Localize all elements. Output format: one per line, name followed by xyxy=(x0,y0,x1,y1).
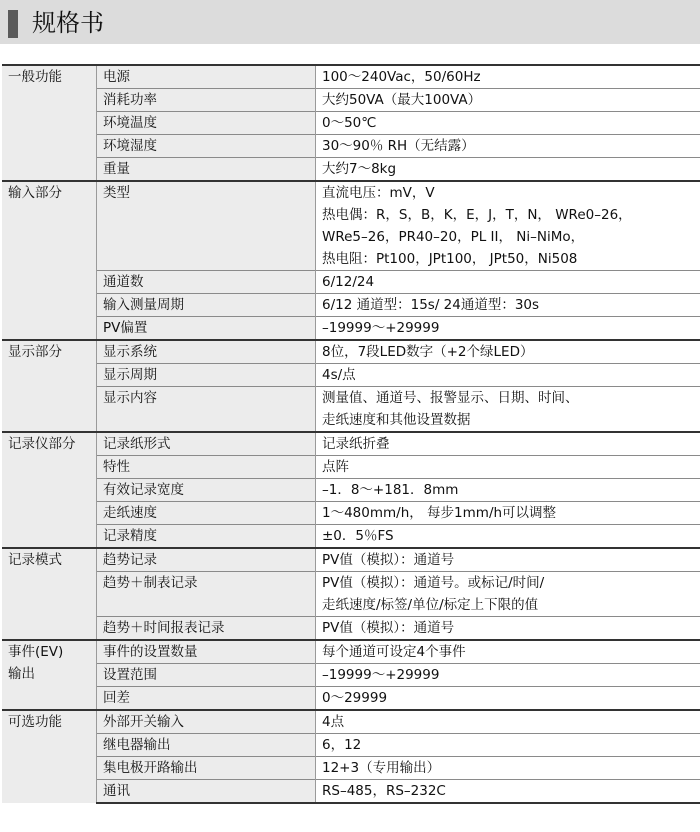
item-label: 记录纸形式 xyxy=(97,432,316,456)
value-cell xyxy=(316,135,700,158)
category-cell xyxy=(2,65,97,181)
spec-row xyxy=(2,548,700,572)
value-text: 大约7～8kg xyxy=(322,161,397,177)
category-cell xyxy=(2,181,97,340)
spec-row xyxy=(2,572,700,617)
spec-row xyxy=(2,181,700,271)
value-text: 6，12 xyxy=(322,737,362,753)
category-label: 记录仪部分 xyxy=(8,436,76,452)
title-accent-bar xyxy=(8,10,18,38)
value-cell xyxy=(316,89,700,112)
item-label: 走纸速度 xyxy=(97,502,316,525)
value-text: RS–485，RS–232C xyxy=(322,783,446,799)
value-cell xyxy=(316,112,700,135)
value-text: 6/12 通道型：15s/ 24通道型：30s xyxy=(322,297,540,313)
spec-row xyxy=(2,525,700,549)
value-cell xyxy=(316,780,700,804)
spec-row xyxy=(2,271,700,294)
category-label: 记录模式 xyxy=(8,552,62,568)
spec-row xyxy=(2,364,700,387)
spec-row xyxy=(2,687,700,711)
category-cell xyxy=(2,640,97,710)
value-cell xyxy=(316,640,700,664)
item-label: 类型 xyxy=(97,181,316,271)
value-text: 12+3（专用输出） xyxy=(322,760,441,776)
value-text: 0～29999 xyxy=(322,690,388,706)
item-label: 趋势记录 xyxy=(97,548,316,572)
item-label: 设置范围 xyxy=(97,664,316,687)
category-label: 事件(EV) xyxy=(8,644,64,660)
value-cell xyxy=(316,456,700,479)
spec-row xyxy=(2,112,700,135)
item-label: 显示系统 xyxy=(97,340,316,364)
category-label: 显示部分 xyxy=(8,344,62,360)
value-text: PV值（模拟）：通道号 xyxy=(322,620,455,636)
value-cell xyxy=(316,687,700,711)
spec-row xyxy=(2,317,700,341)
value-cell xyxy=(316,502,700,525)
item-label: 外部开关输入 xyxy=(97,710,316,734)
value-cell xyxy=(316,757,700,780)
spec-row xyxy=(2,340,700,364)
value-cell xyxy=(316,525,700,549)
item-label: 输入测量周期 xyxy=(97,294,316,317)
category-cell xyxy=(2,340,97,432)
value-cell xyxy=(316,548,700,572)
item-label: 事件的设置数量 xyxy=(97,640,316,664)
spec-row xyxy=(2,387,700,433)
category-cell xyxy=(2,432,97,548)
value-cell xyxy=(316,317,700,341)
item-label: 重量 xyxy=(97,158,316,182)
spec-row xyxy=(2,734,700,757)
value-text: –19999～+29999 xyxy=(322,320,440,336)
value-text: PV值（模拟）：通道号 xyxy=(322,552,455,568)
spec-row xyxy=(2,502,700,525)
category-label: 输出 xyxy=(8,666,35,682)
item-label: 回差 xyxy=(97,687,316,711)
item-label: 继电器输出 xyxy=(97,734,316,757)
page-title: 规格书 xyxy=(32,9,104,37)
value-cell xyxy=(316,364,700,387)
item-label: 环境温度 xyxy=(97,112,316,135)
spec-row xyxy=(2,479,700,502)
spec-row xyxy=(2,710,700,734)
value-text: 走纸速度和其他设置数据 xyxy=(322,412,471,428)
spec-row xyxy=(2,432,700,456)
value-text: ±0．5％FS xyxy=(322,528,394,544)
category-label: 一般功能 xyxy=(8,69,62,85)
value-text: 0～50℃ xyxy=(322,115,377,131)
value-text: 点阵 xyxy=(322,459,349,475)
spec-row xyxy=(2,664,700,687)
value-text: 大约50VA（最大100VA） xyxy=(322,92,482,108)
spec-row xyxy=(2,780,700,804)
item-label: 趋势＋时间报表记录 xyxy=(97,617,316,641)
value-text: 100～240Vac，50/60Hz xyxy=(322,69,481,85)
value-cell xyxy=(316,432,700,456)
value-text: –1．8～+181．8mm xyxy=(322,482,459,498)
value-text: 直流电压：mV，V xyxy=(322,185,435,201)
category-label: 输入部分 xyxy=(8,185,62,201)
spec-row xyxy=(2,617,700,641)
value-cell xyxy=(316,294,700,317)
value-text: 4s/点 xyxy=(322,367,356,383)
value-cell xyxy=(316,65,700,89)
value-text: 每个通道可设定4个事件 xyxy=(322,644,466,660)
value-cell xyxy=(316,271,700,294)
value-text: 热电阻：Pt100，JPt100， JPt50，Ni508 xyxy=(322,251,578,267)
item-label: 通道数 xyxy=(97,271,316,294)
value-text: 8位，7段LED数字（+2个绿LED） xyxy=(322,344,534,360)
item-label: 记录精度 xyxy=(97,525,316,549)
value-text: 热电偶：R，S，B，K，E，J，T，N， WRe0–26， xyxy=(322,207,632,223)
spec-row xyxy=(2,89,700,112)
value-cell xyxy=(316,617,700,641)
value-cell xyxy=(316,710,700,734)
value-cell xyxy=(316,572,700,617)
spec-table xyxy=(2,64,700,804)
category-cell xyxy=(2,548,97,640)
value-text: 走纸速度/标签/单位/标定上下限的值 xyxy=(322,597,539,613)
value-text: PV值（模拟）：通道号。或标记/时间/ xyxy=(322,575,545,591)
item-label: 集电极开路输出 xyxy=(97,757,316,780)
item-label: 特性 xyxy=(97,456,316,479)
item-label: 有效记录宽度 xyxy=(97,479,316,502)
category-label: 可选功能 xyxy=(8,714,62,730)
value-cell xyxy=(316,664,700,687)
value-cell xyxy=(316,340,700,364)
value-text: 6/12/24 xyxy=(322,274,375,290)
item-label: 电源 xyxy=(97,65,316,89)
value-cell xyxy=(316,479,700,502)
spec-row xyxy=(2,158,700,182)
value-text: 测量值、通道号、报警显示、日期、时间、 xyxy=(322,390,579,406)
item-label: 通讯 xyxy=(97,780,316,804)
value-text: 30～90％ RH（无结露） xyxy=(322,138,475,154)
spec-row xyxy=(2,456,700,479)
spec-row xyxy=(2,294,700,317)
value-text: 1～480mm/h， 每步1mm/h可以调整 xyxy=(322,505,557,521)
value-cell xyxy=(316,387,700,433)
item-label: 消耗功率 xyxy=(97,89,316,112)
title-bar xyxy=(0,0,700,44)
value-text: 4点 xyxy=(322,714,345,730)
category-cell xyxy=(2,710,97,803)
item-label: PV偏置 xyxy=(97,317,316,341)
item-label: 显示周期 xyxy=(97,364,316,387)
value-text: –19999～+29999 xyxy=(322,667,440,683)
value-text: WRe5–26，PR40–20，PL II， Ni–NiMo， xyxy=(322,229,585,245)
spec-row xyxy=(2,757,700,780)
spec-table-body xyxy=(2,65,700,803)
item-label: 趋势＋制表记录 xyxy=(97,572,316,617)
value-cell xyxy=(316,734,700,757)
spec-row xyxy=(2,135,700,158)
value-cell xyxy=(316,181,700,271)
item-label: 环境湿度 xyxy=(97,135,316,158)
spec-row xyxy=(2,640,700,664)
value-text: 记录纸折叠 xyxy=(322,436,390,452)
item-label: 显示内容 xyxy=(97,387,316,433)
spec-row xyxy=(2,65,700,89)
value-cell xyxy=(316,158,700,182)
